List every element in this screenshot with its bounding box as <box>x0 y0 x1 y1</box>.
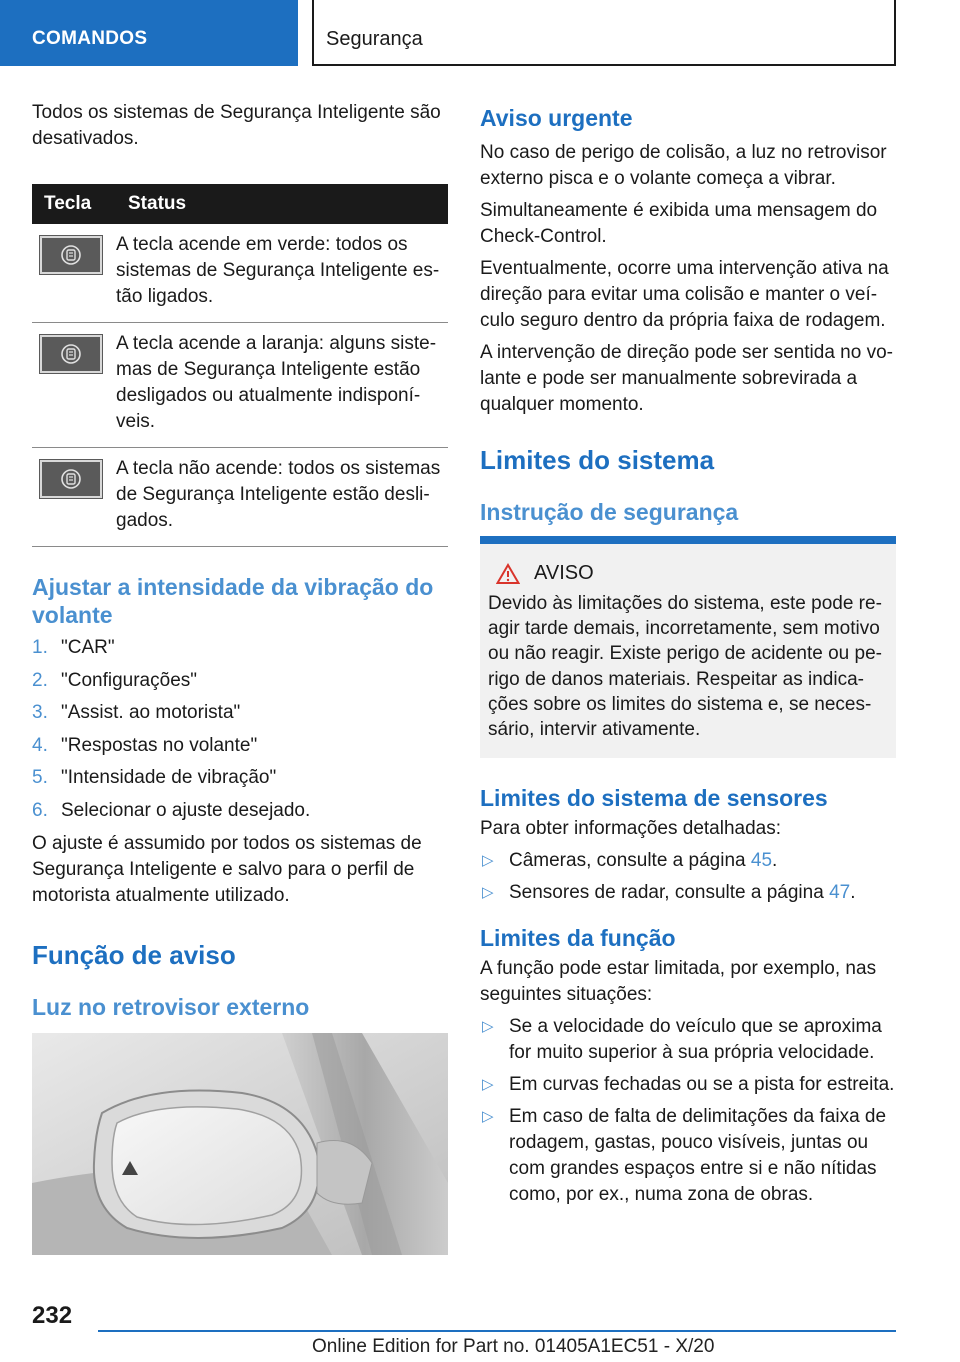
section-tab: COMANDOS <box>0 0 298 66</box>
page-header <box>0 0 960 66</box>
bullet-triangle-icon: ▷ <box>482 1018 494 1036</box>
step-number: 5. <box>32 767 48 789</box>
sensor-intro: Para obter informações detalhadas: <box>480 818 782 840</box>
page-link[interactable]: 47 <box>829 882 851 904</box>
intelligent-safety-button-icon <box>40 236 102 274</box>
step-number: 3. <box>32 702 48 724</box>
table-header-key: Tecla <box>32 184 116 224</box>
item-text: Câmeras, consulte a página <box>509 850 751 872</box>
key-cell <box>32 224 116 323</box>
item-end: . <box>772 850 778 872</box>
table-row <box>32 323 448 448</box>
function-list <box>480 1014 896 1208</box>
table-header-row <box>32 184 448 224</box>
chapter-title: Segurança <box>312 0 896 66</box>
list-item <box>480 880 896 906</box>
list-item <box>480 1014 896 1066</box>
item-text: Sensores de radar, consulte a página <box>509 882 830 904</box>
safety-heading: Instrução de segurança <box>480 499 739 525</box>
status-cell: A tecla acende a laranja: alguns sistemas de Segurança Inteligente estão desligados ou atualmente indisponíveis. <box>116 323 448 448</box>
list-item <box>480 1072 896 1098</box>
warning-label: AVISO <box>534 562 594 584</box>
list-item <box>480 848 896 874</box>
table-row <box>32 448 448 547</box>
footer-edition: Online Edition for Part no. 01405A1EC51 - X/20 <box>312 1336 715 1357</box>
key-cell <box>32 323 116 448</box>
item-end: . <box>850 882 856 904</box>
sensor-list <box>480 848 896 906</box>
step-text: "CAR" <box>61 637 115 658</box>
step-number: 4. <box>32 734 48 756</box>
table-row <box>32 224 448 323</box>
warning-header <box>496 562 888 585</box>
urgent-paragraph: Simultaneamente é exibida uma mensagem do Check-Control. <box>480 200 878 247</box>
page-link[interactable]: 45 <box>750 850 773 872</box>
warning-box <box>480 536 896 758</box>
bullet-triangle-icon: ▷ <box>482 1108 494 1126</box>
step-text: "Intensidade de vibração" <box>61 767 277 789</box>
status-cell: A tecla acende em verde: todos os sistemas de Segurança Inteligente estão ligados. <box>116 224 448 323</box>
urgent-heading: Aviso urgente <box>480 105 633 131</box>
list-item <box>32 700 448 726</box>
key-status-table <box>32 184 448 547</box>
step-number: 6. <box>32 799 48 821</box>
adjust-note: O ajuste é assumido por todos os sistemas de Segurança Inteligente e salvo para o perfil de motorista atualmente utilizado. <box>32 832 422 906</box>
warning-text: Devido às limitações do sistema, este pode reagir tarde demais, incorretamente, sem motivo ou não reagir. Existe perigo de acidente ou perigo de danos materiais. Respeitar as indicações sobre os limites do sistema e, se necessário, intervir ativamente. <box>488 593 882 741</box>
left-column <box>32 100 448 1260</box>
warning-triangle-icon <box>496 563 520 585</box>
list-item <box>32 765 448 791</box>
limits-heading: Limites do sistema <box>480 445 715 475</box>
mirror-illustration <box>32 1033 448 1255</box>
vibration-heading: Ajustar a intensidade da vibração do volante <box>32 574 434 628</box>
intelligent-safety-button-icon <box>40 335 102 373</box>
sensor-heading: Limites do sistema de sensores <box>480 785 828 812</box>
bullet-triangle-icon: ▷ <box>482 852 494 870</box>
right-column <box>480 104 896 1214</box>
step-text: "Assist. ao motorista" <box>61 702 241 724</box>
step-text: "Respostas no volante" <box>61 734 258 756</box>
function-heading: Limites da função <box>480 925 676 952</box>
urgent-paragraph: No caso de perigo de colisão, a luz no retrovisor externo pisca e o volante começa a vibrar. <box>480 142 887 189</box>
intelligent-safety-button-icon <box>40 460 102 498</box>
bullet-triangle-icon: ▷ <box>482 1076 494 1094</box>
list-item <box>32 635 448 661</box>
table-header-status: Status <box>116 184 448 224</box>
list-item <box>32 668 448 694</box>
item-text: Em caso de falta de delimitações da faixa de rodagem, gastas, pouco visíveis, juntas ou com grandes espaços entre si e não nítidas como, por ex., numa zona de obras. <box>509 1106 887 1206</box>
list-item <box>32 798 448 824</box>
bullet-triangle-icon: ▷ <box>482 884 494 902</box>
key-cell <box>32 448 116 547</box>
function-intro: A função pode estar limitada, por exemplo, nas seguintes situações: <box>480 958 877 1006</box>
list-item <box>480 1104 896 1208</box>
step-number: 1. <box>32 637 48 658</box>
urgent-paragraph: Eventualmente, ocorre uma intervenção ativa na direção para evitar uma colisão e manter o veículo seguro dentro da própria faixa de rodagem. <box>480 258 889 331</box>
step-number: 2. <box>32 669 48 691</box>
mirror-heading: Luz no retrovisor externo <box>32 993 310 1020</box>
urgent-paragraph: A intervenção de direção pode ser sentida no volante e pode ser manualmente sobrevirada a qualquer momento. <box>480 342 893 415</box>
page-number: 232 <box>32 1302 73 1329</box>
item-text: Se a velocidade do veículo que se aproxima for muito superior à sua própria velocidade. <box>509 1016 882 1064</box>
step-text: Selecionar o ajuste desejado. <box>61 799 311 821</box>
step-text: "Configurações" <box>61 669 198 691</box>
intro-paragraph: Todos os sistemas de Segurança Inteligente são desativados. <box>32 102 441 149</box>
vibration-steps-list <box>32 635 448 824</box>
warning-function-heading: Função de aviso <box>32 939 236 970</box>
list-item <box>32 733 448 759</box>
status-cell: A tecla não acende: todos os sistemas de Segurança Inteligente estão desligados. <box>116 448 448 547</box>
footer-rule <box>98 1330 896 1332</box>
item-text: Em curvas fechadas ou se a pista for estreita. <box>509 1074 895 1096</box>
